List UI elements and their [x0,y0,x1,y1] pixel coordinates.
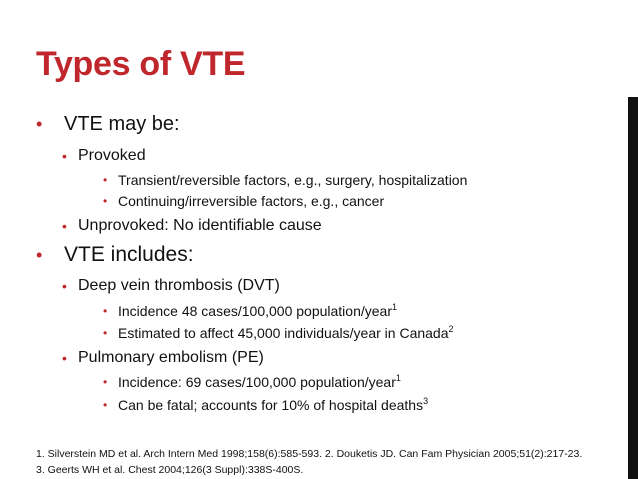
bullet-item [103,373,401,391]
bullet-dot-icon: • [103,173,108,187]
bullet-item [36,242,194,268]
bullet-dot-icon: • [103,375,108,389]
bullet-item [36,112,180,136]
footnote-ref: 3 [423,396,429,406]
bullet-item [103,396,429,414]
bullet-dot-icon: • [103,304,108,318]
bullet-item [103,171,468,189]
bullet-dot-icon: • [62,278,67,294]
footnote-ref: 2 [448,324,454,334]
bullet-text: Provoked [78,147,146,164]
bullet-dot-icon: • [36,114,43,134]
bullet-text: Estimated to affect 45,000 individuals/year in Canada [118,325,449,341]
bullet-dot-icon: • [62,350,67,366]
bullet-text: Unprovoked: No identifiable cause [78,217,322,234]
bullet-item [103,324,454,342]
bullet-text: VTE includes: [64,243,194,266]
bullet-item [103,192,385,210]
bullet-item [62,216,322,236]
slide-title: Types of VTE [36,45,246,83]
footnotes [36,446,582,478]
bullet-dot-icon: • [103,326,108,340]
bullet-item [62,146,146,166]
bullet-text: Deep vein thrombosis (DVT) [78,277,280,294]
footnote-ref: 1 [395,373,401,383]
bullet-dot-icon: • [36,245,43,265]
bullet-dot-icon: • [103,194,108,208]
bullet-dot-icon: • [103,398,108,412]
bullet-text: Continuing/irreversible factors, e.g., cancer [118,193,385,209]
bullet-text: Transient/reversible factors, e.g., surgery, hospitalization [118,172,468,188]
bullet-item [62,348,264,368]
footnote-ref: 1 [391,302,397,312]
bullet-dot-icon: • [62,218,67,234]
bullet-text: Incidence: 69 cases/100,000 population/year [118,374,396,390]
bullet-item [62,276,280,296]
bullet-item [103,302,397,320]
bullet-text: Can be fatal; accounts for 10% of hospital deaths [118,397,424,413]
footnote-line: 1. Silverstein MD et al. Arch Intern Med 1998;158(6):585-593. 2. Douketis JD. Can Fam Physician 2005;51(2):217-23. [36,448,583,460]
bullet-text: Incidence 48 cases/100,000 population/year [118,303,392,319]
footnote-line: 3. Geerts WH et al. Chest 2004;126(3 Suppl):338S-400S. [36,464,304,476]
bullet-text: VTE may be: [64,113,180,135]
bullet-text: Pulmonary embolism (PE) [78,349,264,366]
accent-bar [628,97,638,479]
bullet-dot-icon: • [62,148,67,164]
